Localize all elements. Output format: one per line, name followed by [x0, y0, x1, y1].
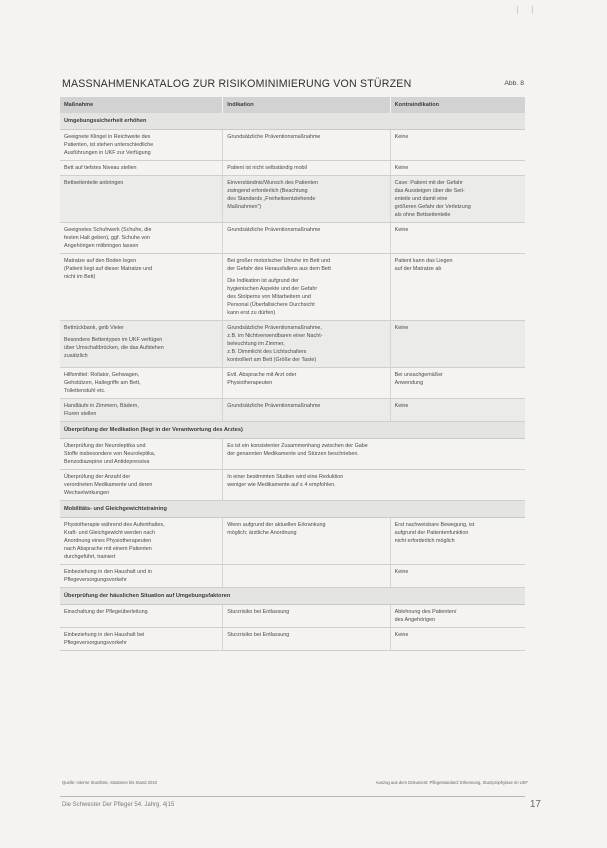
cell-text-line: hygienischen Aspekte und der Gefahr — [227, 286, 318, 292]
title-row — [62, 78, 524, 94]
cell-text-line: z.B. im Nichtverwendbaren einer Nacht- — [227, 333, 323, 339]
measure-cell — [60, 130, 223, 161]
cell-text-line: nicht im Bett) — [64, 274, 96, 280]
cell-text-line: Anordnung eines Physiotherapeuten — [64, 538, 152, 544]
cell-text-line: Personal (Überfallsichere Durchsicht — [227, 302, 315, 308]
cell-text-line: Keine — [394, 134, 409, 140]
cell-text-line: nach Absprache mit einem Patienten — [64, 546, 152, 552]
column-header-measure: Maßnahme — [60, 97, 223, 113]
table-row — [60, 470, 525, 501]
cell-text-line: (Patient liegt auf dieser Matratze und — [64, 266, 153, 272]
indication-cell — [223, 565, 390, 588]
cell-text-line: weniger wie Medikamente auf ≤ 4 empfohlen. — [227, 482, 336, 488]
indication-cell — [223, 130, 390, 161]
indication-cell — [223, 321, 390, 368]
cell-text-line: Bett auf tiefstes Niveau stellen — [64, 165, 137, 171]
cell-text-line: Physiotherapie während des Aufenthaltes, — [64, 522, 165, 528]
cell-text-line: Wenn aufgrund der aktuellen Erkrankung — [227, 522, 326, 528]
cell-text-line: Keine — [394, 165, 409, 171]
measure-cell — [60, 518, 223, 565]
cell-text-line: Einbeziehung in den Haushalt bei — [64, 632, 145, 638]
cell-text-line: der genannten Medikamente und Stürzen beschrieben. — [227, 451, 359, 457]
cell-text-line: auf der Matratze ab — [394, 266, 442, 272]
section-heading-row — [60, 501, 525, 518]
measure-cell — [60, 161, 223, 176]
measure-cell — [60, 565, 223, 588]
cell-text-line: Patienten, ist stehen unterschiedliche — [64, 142, 154, 148]
cell-text-line: Geeignetes Schuhwerk (Schuhe, die — [64, 227, 152, 233]
cell-text-line: Besondere Bettentypen im UKF verfügen — [64, 337, 163, 343]
page-corner-mark — [517, 6, 533, 14]
cell-text-line: Überprüfung der Anzahl der — [64, 474, 131, 480]
excerpt-note: Auszug aus dem Dokument: Pflegestandard: Erkennung, Sturzprophylaxe im UKF — [375, 780, 528, 785]
cell-text-line: Pflegeversorgungsvorkehr — [64, 640, 127, 646]
contraindication-cell — [390, 518, 525, 565]
cell-text-line: Stoffe insbesondere von Neuroleptika, — [64, 451, 156, 457]
section-heading-row — [60, 588, 525, 605]
contraindication-cell — [390, 368, 525, 399]
measure-cell — [60, 399, 223, 422]
indication-cell — [223, 605, 390, 628]
cell-text-line: nicht erforderlich möglich — [394, 538, 455, 544]
table-row — [60, 605, 525, 628]
cell-text-line: Geeignete Klingel in Reichweite des — [64, 134, 151, 140]
cell-text-line: verordneten Medikamente und deren — [64, 482, 153, 488]
table-row — [60, 399, 525, 422]
cell-text-line: Toilettenstuhl etc. — [64, 388, 106, 394]
table-row — [60, 161, 525, 176]
table-row — [60, 223, 525, 254]
indication-cell — [223, 176, 390, 223]
table-row — [60, 628, 525, 651]
section-heading-row — [60, 422, 525, 439]
cell-text-line: Sturzrisiko bei Entlassung — [227, 632, 290, 638]
cell-text-line: möglich; ärztliche Anordnung — [227, 530, 297, 536]
contraindication-cell — [390, 321, 525, 368]
indication-cell — [223, 223, 390, 254]
figure-label: Abb. 8 — [504, 80, 524, 87]
cell-text-line: zwingend erforderlich (Beachtung — [227, 188, 308, 194]
cell-text-line: das Aussteigen über die Seit- — [394, 188, 465, 194]
indication-cell — [223, 470, 525, 501]
measure-cell — [60, 439, 223, 470]
column-header-contraindication: Kontraindikation — [390, 97, 525, 113]
cell-text-line: Bei großer motorischer Unruhe im Bett und — [227, 258, 331, 264]
source-note: Quelle: Interne Sturzliste, Stationen bis Stand 2010 — [62, 780, 157, 785]
cell-text-line: Patient kann das Liegen — [394, 258, 453, 264]
cell-text-line: Matratze auf den Boden legen — [64, 258, 137, 264]
table-row — [60, 321, 525, 368]
cell-text-line: Pflegeversorgungsvorkehr — [64, 577, 127, 583]
indication-cell — [223, 518, 390, 565]
cell-text-line: Keine — [394, 632, 409, 638]
contraindication-cell — [390, 605, 525, 628]
contraindication-cell — [390, 130, 525, 161]
cell-text-line: der Gefahr des Herausfallens aus dem Bett — [227, 266, 331, 272]
contraindication-cell — [390, 399, 525, 422]
cell-text-line: Physiotherapeuten — [227, 380, 273, 386]
cell-text-line: Ablehnung des Patienten/ — [394, 609, 457, 615]
table-row — [60, 518, 525, 565]
cell-text-line: Die Indikation ist aufgrund der — [227, 278, 299, 284]
table-row — [60, 565, 525, 588]
cell-text-line: Erst nachweisbare Bewegung, ist — [394, 522, 475, 528]
cell-text-line: Grundsätzliche Präventionsmaßnahme — [227, 134, 321, 140]
section-heading: Überprüfung der Medikation (liegt in der Verantwortung des Arztes) — [60, 422, 525, 439]
cell-text-line: Bettrückbank, gelb Vieler — [64, 325, 124, 331]
measure-cell — [60, 223, 223, 254]
cell-text-line: als ohne Bettseitenteile — [394, 212, 451, 218]
document-title: MASSNAHMENKATALOG ZUR RISIKOMINIMIERUNG VON STÜRZEN — [62, 78, 412, 90]
column-header-indication: Indikation — [223, 97, 390, 113]
section-heading: Umgebungssicherheit erhöhen — [60, 113, 525, 130]
cell-text-line: Cave: Patient mit der Gefahr — [394, 180, 463, 186]
measures-table — [60, 97, 525, 651]
cell-text-line: Bettseitenteile anbringen — [64, 180, 124, 186]
measure-cell — [60, 176, 223, 223]
indication-cell — [223, 254, 390, 321]
cell-text-line: Einverständnis/Wunsch des Patienten — [227, 180, 318, 186]
cell-text-line: durchgeführt, trainiert — [64, 554, 116, 560]
measure-cell — [60, 368, 223, 399]
cell-text-line: des Angehörigen — [394, 617, 436, 623]
cell-text-line: Maßnahmen") — [227, 204, 262, 210]
indication-cell — [223, 439, 525, 470]
cell-text-line: kann erst zu dürfen) — [227, 310, 276, 316]
section-heading: Überprüfung der häuslichen Situation auf Umgebungsfaktoren — [60, 588, 525, 605]
indication-cell — [223, 399, 390, 422]
cell-text-line: festen Halt geben), ggf. Schuhe von — [64, 235, 151, 241]
table-row — [60, 130, 525, 161]
cell-text-line: Es ist ein konsistenter Zusammenhang zwischen der Gabe — [227, 443, 368, 449]
cell-text-line: größeren Gefahr der Verletzung — [394, 204, 471, 210]
contraindication-cell — [390, 254, 525, 321]
cell-text-line: Überprüfung der Neuroleptika und — [64, 443, 146, 449]
cell-text-line: Ausführungen in UKF zur Verfügung — [64, 150, 151, 156]
contraindication-cell — [390, 565, 525, 588]
table-header-row — [60, 97, 525, 113]
contraindication-cell — [390, 176, 525, 223]
table-row — [60, 439, 525, 470]
cell-text-line: Gehstützen, Haltegriffe am Bett, — [64, 380, 141, 386]
cell-text-line: Keine — [394, 403, 409, 409]
table-row — [60, 254, 525, 321]
indication-cell — [223, 628, 390, 651]
cell-text-line: Anwendung — [394, 380, 424, 386]
cell-text-line: Hilfsmittel: Rollator, Gehwagen, — [64, 372, 140, 378]
cell-text-line: zusätzlich — [64, 353, 88, 359]
cell-text-line: Bei unsachgemäßer — [394, 372, 443, 378]
cell-text-line: des Stolperns von Mitarbeitern und — [227, 294, 311, 300]
measure-cell — [60, 605, 223, 628]
cell-text-line: Grundsätzliche Präventionsmaßnahme — [227, 403, 321, 409]
cell-text-line: Wechselwirkungen — [64, 490, 110, 496]
measure-cell — [60, 321, 223, 368]
cell-text-line: beleuchtung im Zimmer, — [227, 341, 285, 347]
cell-text-line: Kraft- und Gleichgewicht werden nach — [64, 530, 156, 536]
cell-text-line: Einbeziehung in den Haushalt und in — [64, 569, 152, 575]
table-row — [60, 176, 525, 223]
cell-text-line: des Standards „Freiheitsentziehende — [227, 196, 316, 202]
cell-text-line: kontrolliert am Bett (Größe der Taste) — [227, 357, 317, 363]
cell-text-line: Keine — [394, 227, 409, 233]
cell-text-line: Grundsätzliche Präventionsmaßnahme, — [227, 325, 322, 331]
indication-cell — [223, 368, 390, 399]
cell-text-line: Fluren stellen — [64, 411, 97, 417]
cell-text-line: Patient ist nicht selbständig mobil — [227, 165, 307, 171]
contraindication-cell — [390, 628, 525, 651]
measure-cell — [60, 470, 223, 501]
cell-text-line: Keine — [394, 569, 409, 575]
indication-cell — [223, 161, 390, 176]
cell-text-line: aufgrund der Patientenfunktion — [394, 530, 469, 536]
section-heading-row — [60, 113, 525, 130]
cell-text-line: In einer bestimmten Studien wird eine Reduktion — [227, 474, 344, 480]
cell-text-line: Grundsätzliche Präventionsmaßnahme — [227, 227, 321, 233]
cell-text-line: Handläufe in Zimmern, Bädern, — [64, 403, 139, 409]
cell-text-line: über Umschaltbrücken, die das Aufstehen — [64, 345, 164, 351]
cell-text-line: Benzodiazepine und Antidepressiva — [64, 459, 150, 465]
contraindication-cell — [390, 223, 525, 254]
cell-text-line: Sturzrisiko bei Entlassung — [227, 609, 290, 615]
section-heading: Mobilitäts- und Gleichgewichtstraining — [60, 501, 525, 518]
measure-cell — [60, 628, 223, 651]
cell-text-line: Angehörigen mitbringen lassen — [64, 243, 139, 249]
table-row — [60, 368, 525, 399]
contraindication-cell — [390, 161, 525, 176]
cell-text-line: enteile und damit eine — [394, 196, 448, 202]
cell-text-line: Keine — [394, 325, 409, 331]
cell-text-line — [227, 568, 385, 572]
page-number: 17 — [529, 799, 541, 810]
cell-text-line: Evtl. Absprache mit Arzt oder — [227, 372, 297, 378]
footer-rule — [60, 796, 525, 797]
cell-text-line: Einschaltung der Pflegeüberleitung — [64, 609, 148, 615]
journal-reference: Die Schwester Der Pfleger 54. Jahrg. 4|15 — [62, 802, 175, 808]
cell-text-line: z.B. Dimmlicht des Lichtschalters — [227, 349, 307, 355]
measure-cell — [60, 254, 223, 321]
